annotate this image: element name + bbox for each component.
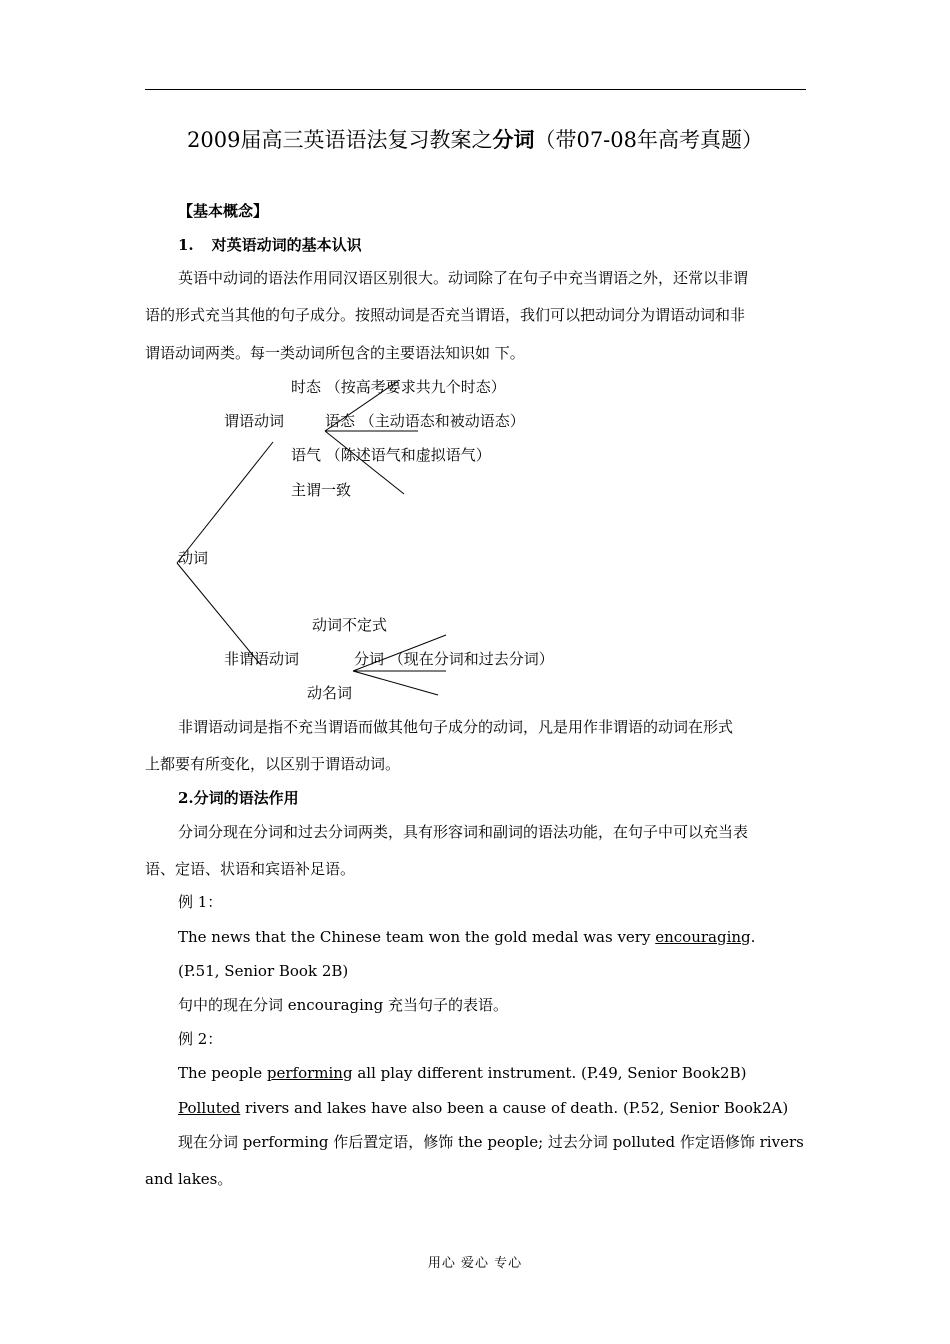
- diagram-root-verb: 动词: [178, 549, 209, 567]
- heading-2: 2.分词的语法作用: [178, 789, 299, 807]
- section-basic-concepts: 【基本概念】: [178, 202, 269, 220]
- example1-label: 例 1：: [178, 893, 223, 911]
- para1-line1: 英语中动词的语法作用同汉语区别很大。动词除了在句子中充当谓语之外，还常以非谓: [178, 269, 749, 287]
- diagram-finite-verb: 谓语动词: [224, 412, 285, 430]
- example2-note-line1: 现在分词 performing 作后置定语，修饰 the people; 过去分词 polluted 作定语修饰 rivers: [178, 1133, 804, 1151]
- example2-label: 例 2：: [178, 1030, 223, 1048]
- heading-1: 1. 对英语动词的基本认识: [178, 236, 362, 254]
- diagram-mood: 语气 （陈述语气和虚拟语气）: [291, 446, 491, 464]
- diagram-gerund: 动名词: [307, 684, 353, 702]
- finite-to-tense-line: [325, 381, 398, 431]
- document-title: 2009届高三英语语法复习教案之分词（带07-08年高考真题）: [187, 127, 763, 152]
- example2-sentence2: Polluted rivers and lakes have also been a cause of death. (P.52, Senior Book2A): [178, 1099, 789, 1117]
- diagram-tense: 时态 （按高考要求共九个时态）: [291, 378, 506, 396]
- para2-line1: 非谓语动词是指不充当谓语而做其他句子成分的动词，凡是用作非谓语的动词在形式: [178, 718, 734, 736]
- nonfinite-to-infinitive-line: [353, 635, 446, 671]
- example1-sentence: The news that the Chinese team won the gold medal was very encouraging.: [178, 928, 756, 946]
- finite-to-mood-line: [325, 431, 404, 494]
- diagram-infinitive: 动词不定式: [312, 616, 388, 634]
- para1-line3: 谓语动词两类。每一类动词所包含的主要语法知识如 下。: [145, 344, 525, 362]
- example1-source: (P.51, Senior Book 2B): [178, 962, 349, 980]
- nonfinite-to-gerund-line: [353, 671, 438, 695]
- example1-note: 句中的现在分词 encouraging 充当句子的表语。: [178, 996, 508, 1014]
- example2-sentence1: The people performing all play different instrument. (P.49, Senior Book2B): [178, 1064, 747, 1082]
- diagram-nonfinite-verb: 非谓语动词: [224, 650, 300, 668]
- root-to-nonfinite-line: [177, 563, 260, 664]
- diagram-agreement: 主谓一致: [291, 481, 352, 499]
- para2-line2: 上都要有所变化，以区别于谓语动词。: [145, 755, 401, 773]
- example2-note-line2: and lakes。: [145, 1170, 233, 1188]
- para3-line1: 分词分现在分词和过去分词两类，具有形容词和副词的语法功能，在句子中可以充当表: [178, 823, 749, 841]
- page-footer: 用心 爱心 专心: [427, 1256, 523, 1271]
- para1-line2: 语的形式充当其他的句子成分。按照动词是否充当谓语，我们可以把动词分为谓语动词和非: [145, 306, 746, 324]
- diagram-voice: 语态 （主动语态和被动语态）: [325, 412, 525, 430]
- root-to-finite-line: [177, 442, 273, 563]
- diagram-participle: 分词 （现在分词和过去分词）: [354, 650, 554, 668]
- para3-line2: 语、定语、状语和宾语补足语。: [145, 860, 356, 878]
